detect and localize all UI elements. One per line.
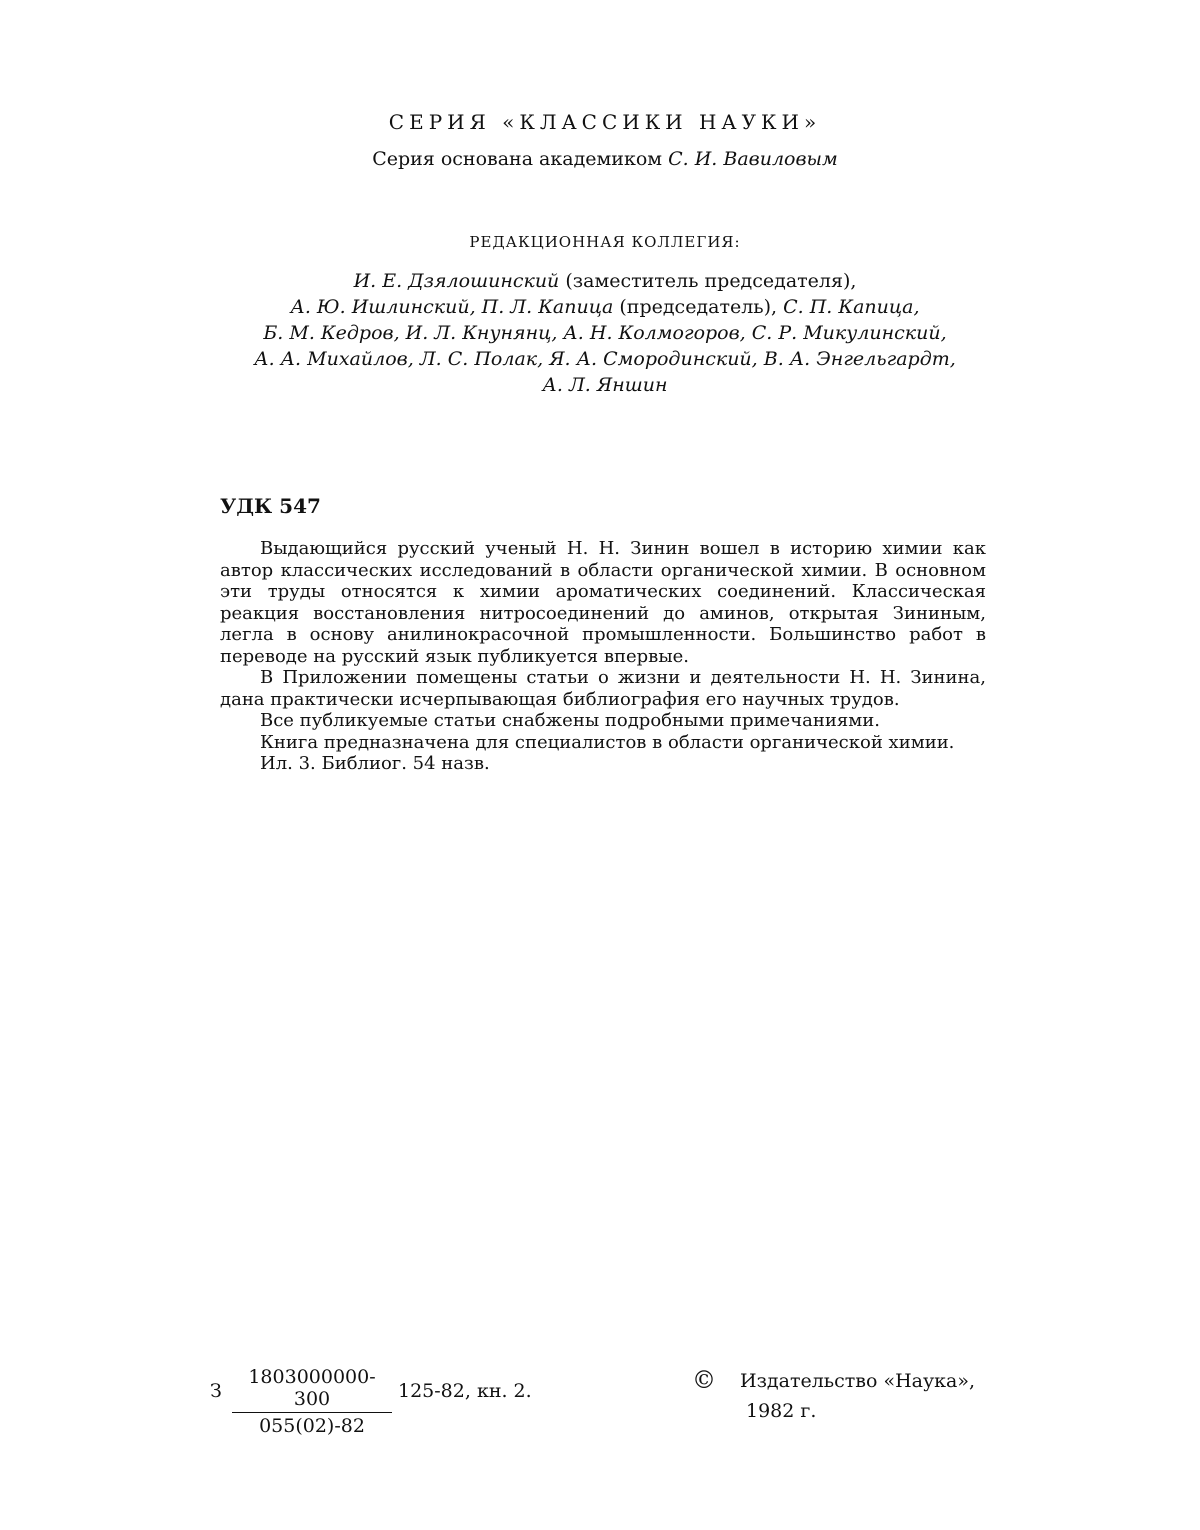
abstract-paragraph: В Приложении помещены статьи о жизни и деятельности Н. Н. Зинина, дана практически исчерпывающая библиография его научных трудов. [220, 667, 986, 710]
catalog-code-suffix: 125-82, кн. 2. [398, 1380, 532, 1402]
abstract-paragraph: Выдающийся русский ученый Н. Н. Зинин вошел в историю химии как автор классических исследований в области органической химии. В основном эти труды относятся к химии ароматических соединений. Классическая реакция восстановления нитросоединений до аминов, открытая Зининым, легла в основу анилинокрасочной промышленности. Большинство работ в переводе на русский язык публикуется впервые. [220, 538, 986, 667]
series-title: СЕРИЯ «КЛАССИКИ НАУКИ» [388, 110, 822, 134]
series-founded-prefix: Серия основана академиком [372, 148, 669, 170]
udc-code: УДК 547 [220, 494, 321, 518]
abstract-paragraph: Все публикуемые статьи снабжены подробными примечаниями. [260, 710, 880, 731]
publisher-name: Издательство «Наука», [740, 1370, 976, 1392]
board-member-names: И. Е. Дзялошинский [353, 270, 560, 292]
editorial-board-heading: РЕДАКЦИОННАЯ КОЛЛЕГИЯ: [469, 233, 741, 251]
publisher-block [740, 1366, 975, 1426]
imprint-footer [210, 1366, 990, 1437]
catalog-code-numerator: 1803000000-300 [232, 1366, 392, 1413]
publication-year: 1982 г. [746, 1400, 817, 1422]
abstract-paragraph: Книга предназначена для специалистов в области органической химии. [260, 731, 955, 753]
board-line [0, 268, 1200, 294]
board-member-role: (председатель), [613, 296, 784, 318]
catalog-code-fraction [232, 1366, 392, 1437]
series-founded-line [0, 148, 1200, 170]
catalog-code-prefix: З [210, 1380, 222, 1402]
editorial-board-list [0, 268, 1200, 398]
board-line: Б. М. Кедров, И. Л. Кнунянц, А. Н. Колмогоров, С. Р. Микулинский, [263, 322, 947, 344]
board-member-names: А. Ю. Ишлинский, П. Л. Капица [290, 296, 614, 318]
board-member-names: С. П. Капица, [783, 296, 920, 318]
board-line: А. А. Михайлов, Л. С. Полак, Я. А. Смородинский, В. А. Энгельгардт, [254, 348, 956, 370]
board-member-role: (заместитель председателя), [559, 270, 857, 292]
catalog-code-denominator: 055(02)-82 [259, 1415, 365, 1437]
copyright-icon: © [692, 1366, 716, 1394]
abstract-paragraph: Ил. 3. Библиог. 54 назв. [260, 753, 490, 774]
board-line [0, 294, 1200, 320]
abstract [220, 538, 986, 775]
series-founder-name: С. И. Вавиловым [668, 148, 838, 170]
board-line: А. Л. Яншин [542, 374, 668, 396]
